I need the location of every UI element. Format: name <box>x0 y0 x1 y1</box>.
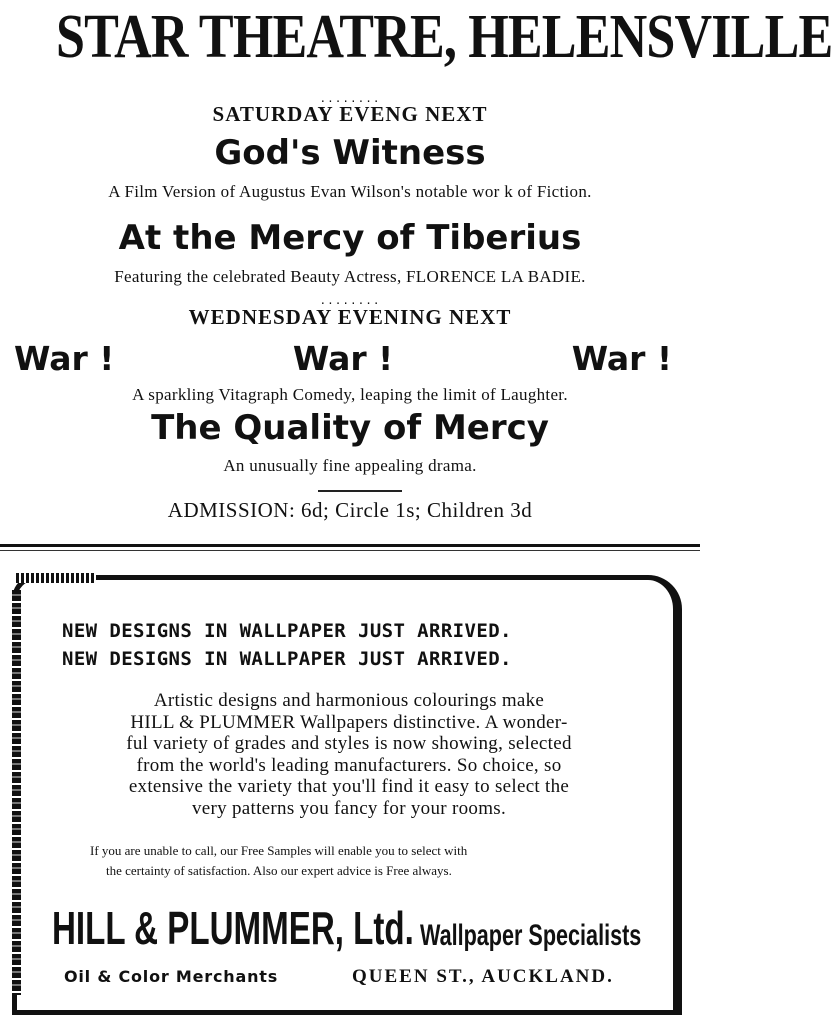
war-title-row <box>14 336 672 380</box>
saturday-heading: SATURDAY EVENG NEXT <box>212 102 488 126</box>
body-line: Artistic designs and harmonious colourings make <box>153 690 545 711</box>
note-line: If you are unable to call, our Free Samples will enable you to select with <box>90 843 468 858</box>
company-name: HILL & PLUMMER, Ltd. <box>52 902 414 954</box>
wallpaper-body-text <box>60 690 638 819</box>
film-title-gods-witness: God's Witness <box>214 133 486 173</box>
company-address: QUEEN ST., AUCKLAND. <box>352 966 614 987</box>
wednesday-heading: WEDNESDAY EVENING NEXT <box>188 305 512 329</box>
film-description-quality-of-mercy: An unusually fine appealing drama. <box>223 456 477 475</box>
war-description: A sparkling Vitagraph Comedy, leaping the limit of Laughter. <box>132 385 568 404</box>
corner-ornament <box>16 573 96 583</box>
war-title: War ! <box>571 338 672 378</box>
body-line: very patterns you fancy for your rooms. <box>191 797 507 819</box>
film-title-mercy-of-tiberius: At the Mercy of Tiberius <box>118 218 582 258</box>
film-title-quality-of-mercy: The Quality of Mercy <box>151 408 549 448</box>
film-description-mercy-of-tiberius: Featuring the celebrated Beauty Actress, FLORENCE LA BADIE. <box>114 267 586 286</box>
film-description-gods-witness: A Film Version of Augustus Evan Wilson's notable wor k of Fiction. <box>108 182 592 201</box>
body-line: HILL & PLUMMER Wallpapers distinctive. A wonder- <box>130 711 568 733</box>
free-samples-note <box>90 841 638 881</box>
body-line: ful variety of grades and styles is now showing, selected <box>126 733 572 754</box>
war-title: War ! <box>292 338 394 378</box>
column-divider <box>0 544 700 547</box>
dot-leader: ........ <box>319 92 381 105</box>
dot-leader: ........ <box>319 294 381 307</box>
note-line: the certainty of satisfaction. Also our expert advice is Free always. <box>106 863 452 878</box>
wallpaper-headline: NEW DESIGNS IN WALLPAPER JUST ARRIVED. <box>62 648 512 670</box>
body-line: extensive the variety that you'll find it easy to select the <box>128 776 570 797</box>
wallpaper-headline: NEW DESIGNS IN WALLPAPER JUST ARRIVED. <box>62 620 512 642</box>
border-ornament <box>12 590 21 995</box>
admission-prices: ADMISSION: 6d; Circle 1s; Children 3d <box>167 498 533 522</box>
column-divider <box>0 550 700 551</box>
company-tagline: Wallpaper Specialists <box>420 919 642 952</box>
theatre-masthead: STAR THEATRE, HELENSVILLE <box>56 3 832 71</box>
company-trade: Oil & Color Merchants <box>64 967 279 986</box>
body-line: from the world's leading manufacturers. So choice, so <box>136 754 562 776</box>
war-title: War ! <box>14 338 115 378</box>
ornamental-rule <box>318 490 402 492</box>
